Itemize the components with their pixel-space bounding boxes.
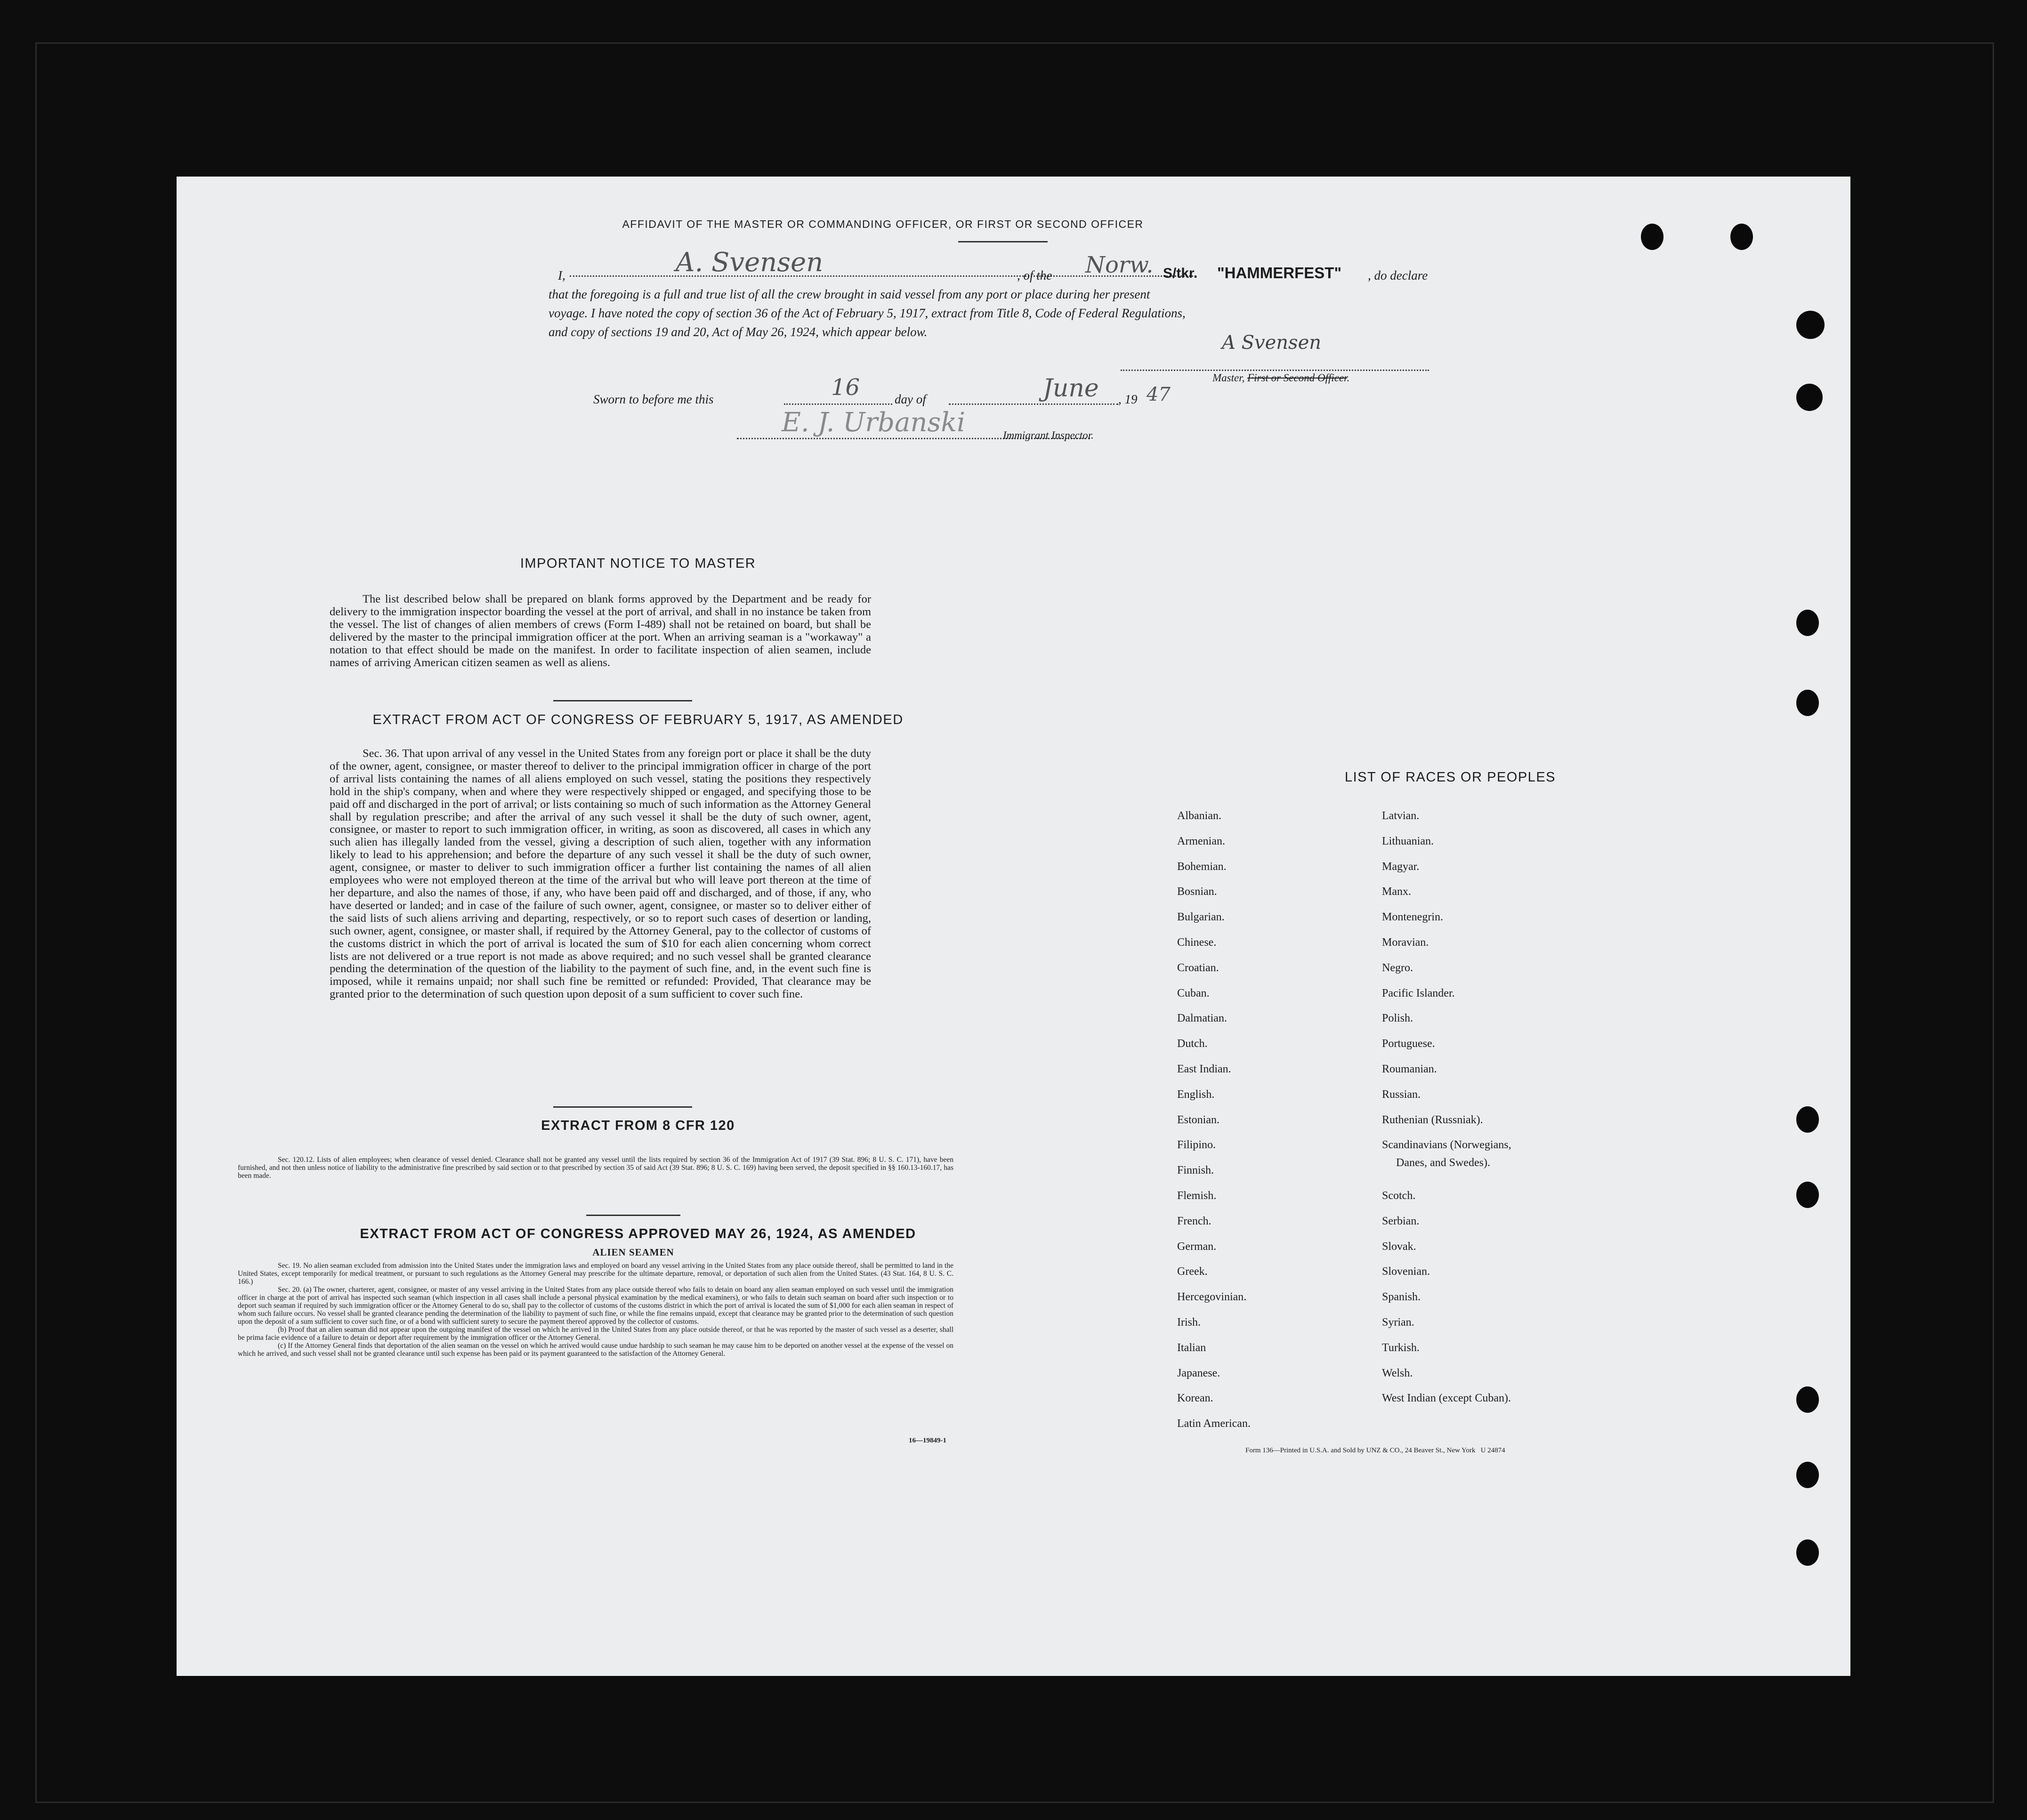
affidavit-title: AFFIDAVIT OF THE MASTER OR COMMANDING OFFICER, OR FIRST OR SECOND OFFICER [622, 218, 1144, 230]
race-item: Lithuanian. [1382, 835, 1434, 847]
race-item: Dalmatian. [1177, 1012, 1227, 1024]
race-item: Serbian. [1382, 1215, 1420, 1227]
race-item: Polish. [1382, 1012, 1413, 1024]
punch-hole [1796, 1462, 1819, 1488]
struck-officer-label: First or Second Officer [1247, 372, 1347, 384]
race-item: Korean. [1177, 1392, 1213, 1404]
race-item: Slovenian. [1382, 1265, 1430, 1278]
section-rule [586, 1215, 680, 1216]
race-item: Roumanian. [1382, 1063, 1437, 1075]
affidavit-line-4: and copy of sections 19 and 20, Act of May 26, 1924, which appear below. [549, 325, 928, 339]
race-item: Magyar. [1382, 861, 1420, 873]
punch-hole [1796, 610, 1819, 636]
alien-seamen-subtitle: ALIEN SEAMEN [592, 1247, 674, 1258]
cfr-text [238, 1156, 953, 1180]
cfr-body: Sec. 120.12. Lists of alien employees; when clearance of vessel denied. Clearance shall not be granted any vessel until the lists required by section 36 of the Immigration Act of 1917 (39 Stat. 896; 8 U. S. C. 171), have been furnished, and not then unless notice of liability to the administrative fine prescribed by said section or to that prescribed by section 35 of said Act (39 Stat. 896; 8 U. S. C. 169) having been served, the deposit specified in §§ 160.13-160.17, has been made. [238, 1156, 953, 1180]
race-item: Scotch. [1382, 1190, 1416, 1202]
extract-1917-title: EXTRACT FROM ACT OF CONGRESS OF FEBRUARY 5, 1917, AS AMENDED [372, 712, 904, 727]
race-item: Pacific Islander. [1382, 987, 1455, 999]
inspector-label: Immigrant Inspector. [1003, 429, 1094, 441]
race-item: Dutch. [1177, 1038, 1208, 1050]
race-item: Turkish. [1382, 1342, 1420, 1354]
race-item: Albanian. [1177, 810, 1221, 822]
affidavit-line-2: that the foregoing is a full and true list of all the crew brought in said vessel from any port or place during her present [549, 287, 1150, 301]
master-label: Master, [1212, 372, 1248, 384]
race-item: Montenegrin. [1382, 911, 1443, 923]
extract-1917-body: Sec. 36. That upon arrival of any vessel in the United States from any foreign port or place it shall be the duty of the owner, agent, consignee, or master thereof to deliver to the principal immigration officer in charge of the port of arrival lists containing the names of all aliens employed on such vessel, stating the positions they respectively hold in the ship's company, when and where they were respectively shipped or engaged, and specifying those to be paid off and discharged in the port of arrival; or lists containing so much of such information as the Attorney General shall by regulation prescribe; and after the arrival of any such vessel it shall be the duty of such owner, agent, consignee, or master to report to such immigration officer, in writing, as soon as discovered, all cases in which any such alien has illegally landed from the vessel, giving a description of such alien, together with any information likely to lead to his apprehension; and before the departure of any such vessel it shall be the duty of such owner, agent, consignee, or master to deliver to such immigration officer a further list containing the names of all alien employees who were not employed thereon at the time of the arrival but who will leave port thereon at the time of her departure, and also the names of those, if any, who have been paid off and discharged, and of those, if any, who have deserted or landed; and in case of the failure of such owner, agent, consignee, or master so to deliver either of the said lists of such aliens arriving and departing, respectively, or so to report such cases of desertion or landing, such owner, agent, consignee, or master shall, if required by the Attorney General, pay to the collector of customs of the customs district in which the port of arrival is located the sum of $10 for each alien concerning whom correct lists are not delivered or a true report is not made as above required; and no such vessel shall be granted clearance pending the determination of the question of the liability to the payment of such fine, and, in the event such fine is imposed, while it remains unpaid; nor shall such fine be remitted or refunded: Provided, That clearance may be granted prior to the determination of such question upon deposit of a sum sufficient to cover such fine. [330, 747, 871, 1001]
punch-hole [1796, 1386, 1819, 1413]
race-item: Estonian. [1177, 1114, 1219, 1126]
year-prefix: , 19 [1118, 392, 1138, 406]
race-item: Chinese. [1177, 936, 1217, 949]
sec-20b-paragraph: (b) Proof that an alien seaman did not appear upon the outgoing manifest of the vessel on which he arrived in the United States from any place outside thereof, or that he was reported by the master of such vessel as a deserter, shall be prima facie evidence of a failure to detain or deport after requirement by the immigration officer or the Attorney General. [238, 1326, 953, 1342]
race-item: Croatian. [1177, 962, 1219, 974]
punch-hole [1796, 1539, 1819, 1566]
race-item: Manx. [1382, 886, 1411, 898]
race-item: Latvian. [1382, 810, 1420, 822]
race-item: Bohemian. [1177, 861, 1227, 873]
race-item: Cuban. [1177, 987, 1210, 999]
year-handwritten: 47 [1147, 384, 1171, 405]
race-item: Filipino. [1177, 1139, 1216, 1151]
month-handwritten: June [1043, 374, 1099, 403]
punch-hole [1796, 384, 1823, 411]
section-rule [553, 700, 692, 701]
race-item: Hercegovinian. [1177, 1291, 1247, 1303]
master-name-handwritten: A. Svensen [676, 247, 824, 278]
title-rule [958, 241, 1048, 242]
affidavit-line-3: voyage. I have noted the copy of section 36 of the Act of February 5, 1917, extract from Title 8, Code of Federal Regulations, [549, 306, 1186, 320]
sec-20a-paragraph: Sec. 20. (a) The owner, charterer, agent, consignee, or master of any vessel arriving in the United States from any place outside thereof who fails to detain on board any alien seaman employed on such vessel until the immigration officer in charge at the port of arrival has inspected such seaman (which inspection in all cases shall include a personal physical examination by the medical examiners), or who fails to detain such seaman on board after such inspection or to deport such seaman if required by such immigration officer or the Attorney General to do so, shall pay to the collector of customs of the customs district in which the port of arrival is located the sum of $1,000 for each alien seaman in respect of whom such failure occurs. No vessel shall be granted clearance pending the determination of the liability to payment of such fine, or while the fine remains unpaid, except that clearance may be granted prior to the determination of such question upon the deposit of a sum sufficient to cover such fine, or of a bond with sufficient surety to secure the payment thereof approved by the collector of customs. [238, 1286, 953, 1326]
day-line [784, 403, 892, 405]
race-item: Danes, and Swedes). [1396, 1157, 1490, 1169]
race-item: Irish. [1177, 1316, 1201, 1329]
race-item: Japanese. [1177, 1367, 1220, 1379]
race-item: Armenian. [1177, 835, 1225, 847]
race-item: West Indian (except Cuban). [1382, 1392, 1511, 1404]
race-item: English. [1177, 1088, 1215, 1101]
vessel-type: S/tkr. [1163, 266, 1198, 281]
nationality-handwritten: Norw. [1085, 252, 1154, 278]
section-rule [553, 1106, 692, 1108]
print-code: 16—19849-1 [909, 1437, 946, 1444]
affidavit-i-label: I, [558, 268, 565, 282]
race-item: Bosnian. [1177, 886, 1217, 898]
race-item: Ruthenian (Russniak). [1382, 1114, 1483, 1126]
race-item: Syrian. [1382, 1316, 1414, 1329]
extract-1924-title: EXTRACT FROM ACT OF CONGRESS APPROVED MAY 26, 1924, AS AMENDED [360, 1226, 916, 1241]
punch-hole [1796, 1182, 1819, 1208]
race-item: Moravian. [1382, 936, 1429, 949]
document-page [177, 177, 1850, 1676]
race-item: Flemish. [1177, 1190, 1217, 1202]
race-item: Greek. [1177, 1265, 1208, 1278]
month-line [949, 403, 1118, 405]
race-item: Latin American. [1177, 1417, 1251, 1430]
extract-1924-text [238, 1262, 953, 1358]
extract-1917-text [330, 748, 871, 1001]
form-footer: Form 136—Printed in U.S.A. and Sold by UNZ & CO., 24 Beaver St., New York U 24874 [1245, 1447, 1505, 1454]
race-item: Russian. [1382, 1088, 1421, 1101]
of-the-label: , of the [1017, 268, 1052, 282]
punch-hole [1796, 311, 1825, 339]
race-item: Portuguese. [1382, 1038, 1435, 1050]
race-item: Italian [1177, 1342, 1206, 1354]
master-title [1212, 372, 1349, 384]
race-item: East Indian. [1177, 1063, 1231, 1075]
day-handwritten: 16 [831, 374, 860, 401]
signature-line [1121, 370, 1429, 371]
cfr-title: EXTRACT FROM 8 CFR 120 [541, 1118, 735, 1133]
race-item: Bulgarian. [1177, 911, 1225, 923]
sworn-label: Sworn to before me this [593, 392, 714, 406]
master-title-period: . [1347, 372, 1350, 384]
race-item: Negro. [1382, 962, 1413, 974]
punch-hole [1730, 224, 1753, 250]
master-signature: A Svensen [1222, 332, 1321, 354]
notice-body: The list described below shall be prepared on blank forms approved by the Department and be ready for delivery to the immigration inspector boarding the vessel at the port of arrival, and shall in no instance be taken from the vessel. The list of changes of alien members of crews (Form I-489) shall not be retained on board, but shall be delivered by the master to the principal immigration officer at the port. When an arriving seaman is a "workaway" a notation to that effect should be made on the manifest. In order to facilitate inspection of alien seamen, include names of arriving American citizen seamen as well as aliens. [330, 593, 871, 669]
vessel-name: "HAMMERFEST" [1217, 264, 1342, 282]
race-item: Slovak. [1382, 1240, 1416, 1253]
race-item: Welsh. [1382, 1367, 1413, 1379]
do-declare-label: , do declare [1368, 268, 1428, 282]
sec-19-paragraph: Sec. 19. No alien seaman excluded from admission into the United States under the immigration laws and employed on board any vessel arriving in the United States from any place outside thereof, shall be permitted to land in the United States, except temporarily for medical treatment, or pursuant to such regulations as the Attorney General may prescribe for the ultimate departure, removal, or deportation of such alien from the United States. (43 Stat. 164, 8 U. S. C. 166.) [238, 1262, 953, 1286]
day-of-label: day of [895, 392, 926, 406]
notice-text [330, 593, 871, 669]
races-title: LIST OF RACES OR PEOPLES [1344, 770, 1556, 785]
punch-hole [1641, 224, 1664, 250]
notice-title: IMPORTANT NOTICE TO MASTER [520, 556, 756, 571]
punch-hole [1796, 690, 1819, 716]
punch-hole [1796, 1106, 1819, 1133]
race-item: Scandinavians (Norwegians, [1382, 1139, 1511, 1151]
race-item: French. [1177, 1215, 1211, 1227]
sec-20c-paragraph: (c) If the Attorney General finds that deportation of the alien seaman on the vessel on which he arrived would cause undue hardship to such seaman he may cause him to be deported on another vessel at the expense of the vessel on which he arrived, and such vessel shall not be granted clearance until such expense has been paid or its payment guaranteed to the satisfaction of the Attorney General. [238, 1342, 953, 1358]
inspector-signature: E. J. Urbanski [782, 407, 966, 438]
race-item: Spanish. [1382, 1291, 1421, 1303]
race-item: German. [1177, 1240, 1217, 1253]
race-item: Finnish. [1177, 1164, 1214, 1176]
